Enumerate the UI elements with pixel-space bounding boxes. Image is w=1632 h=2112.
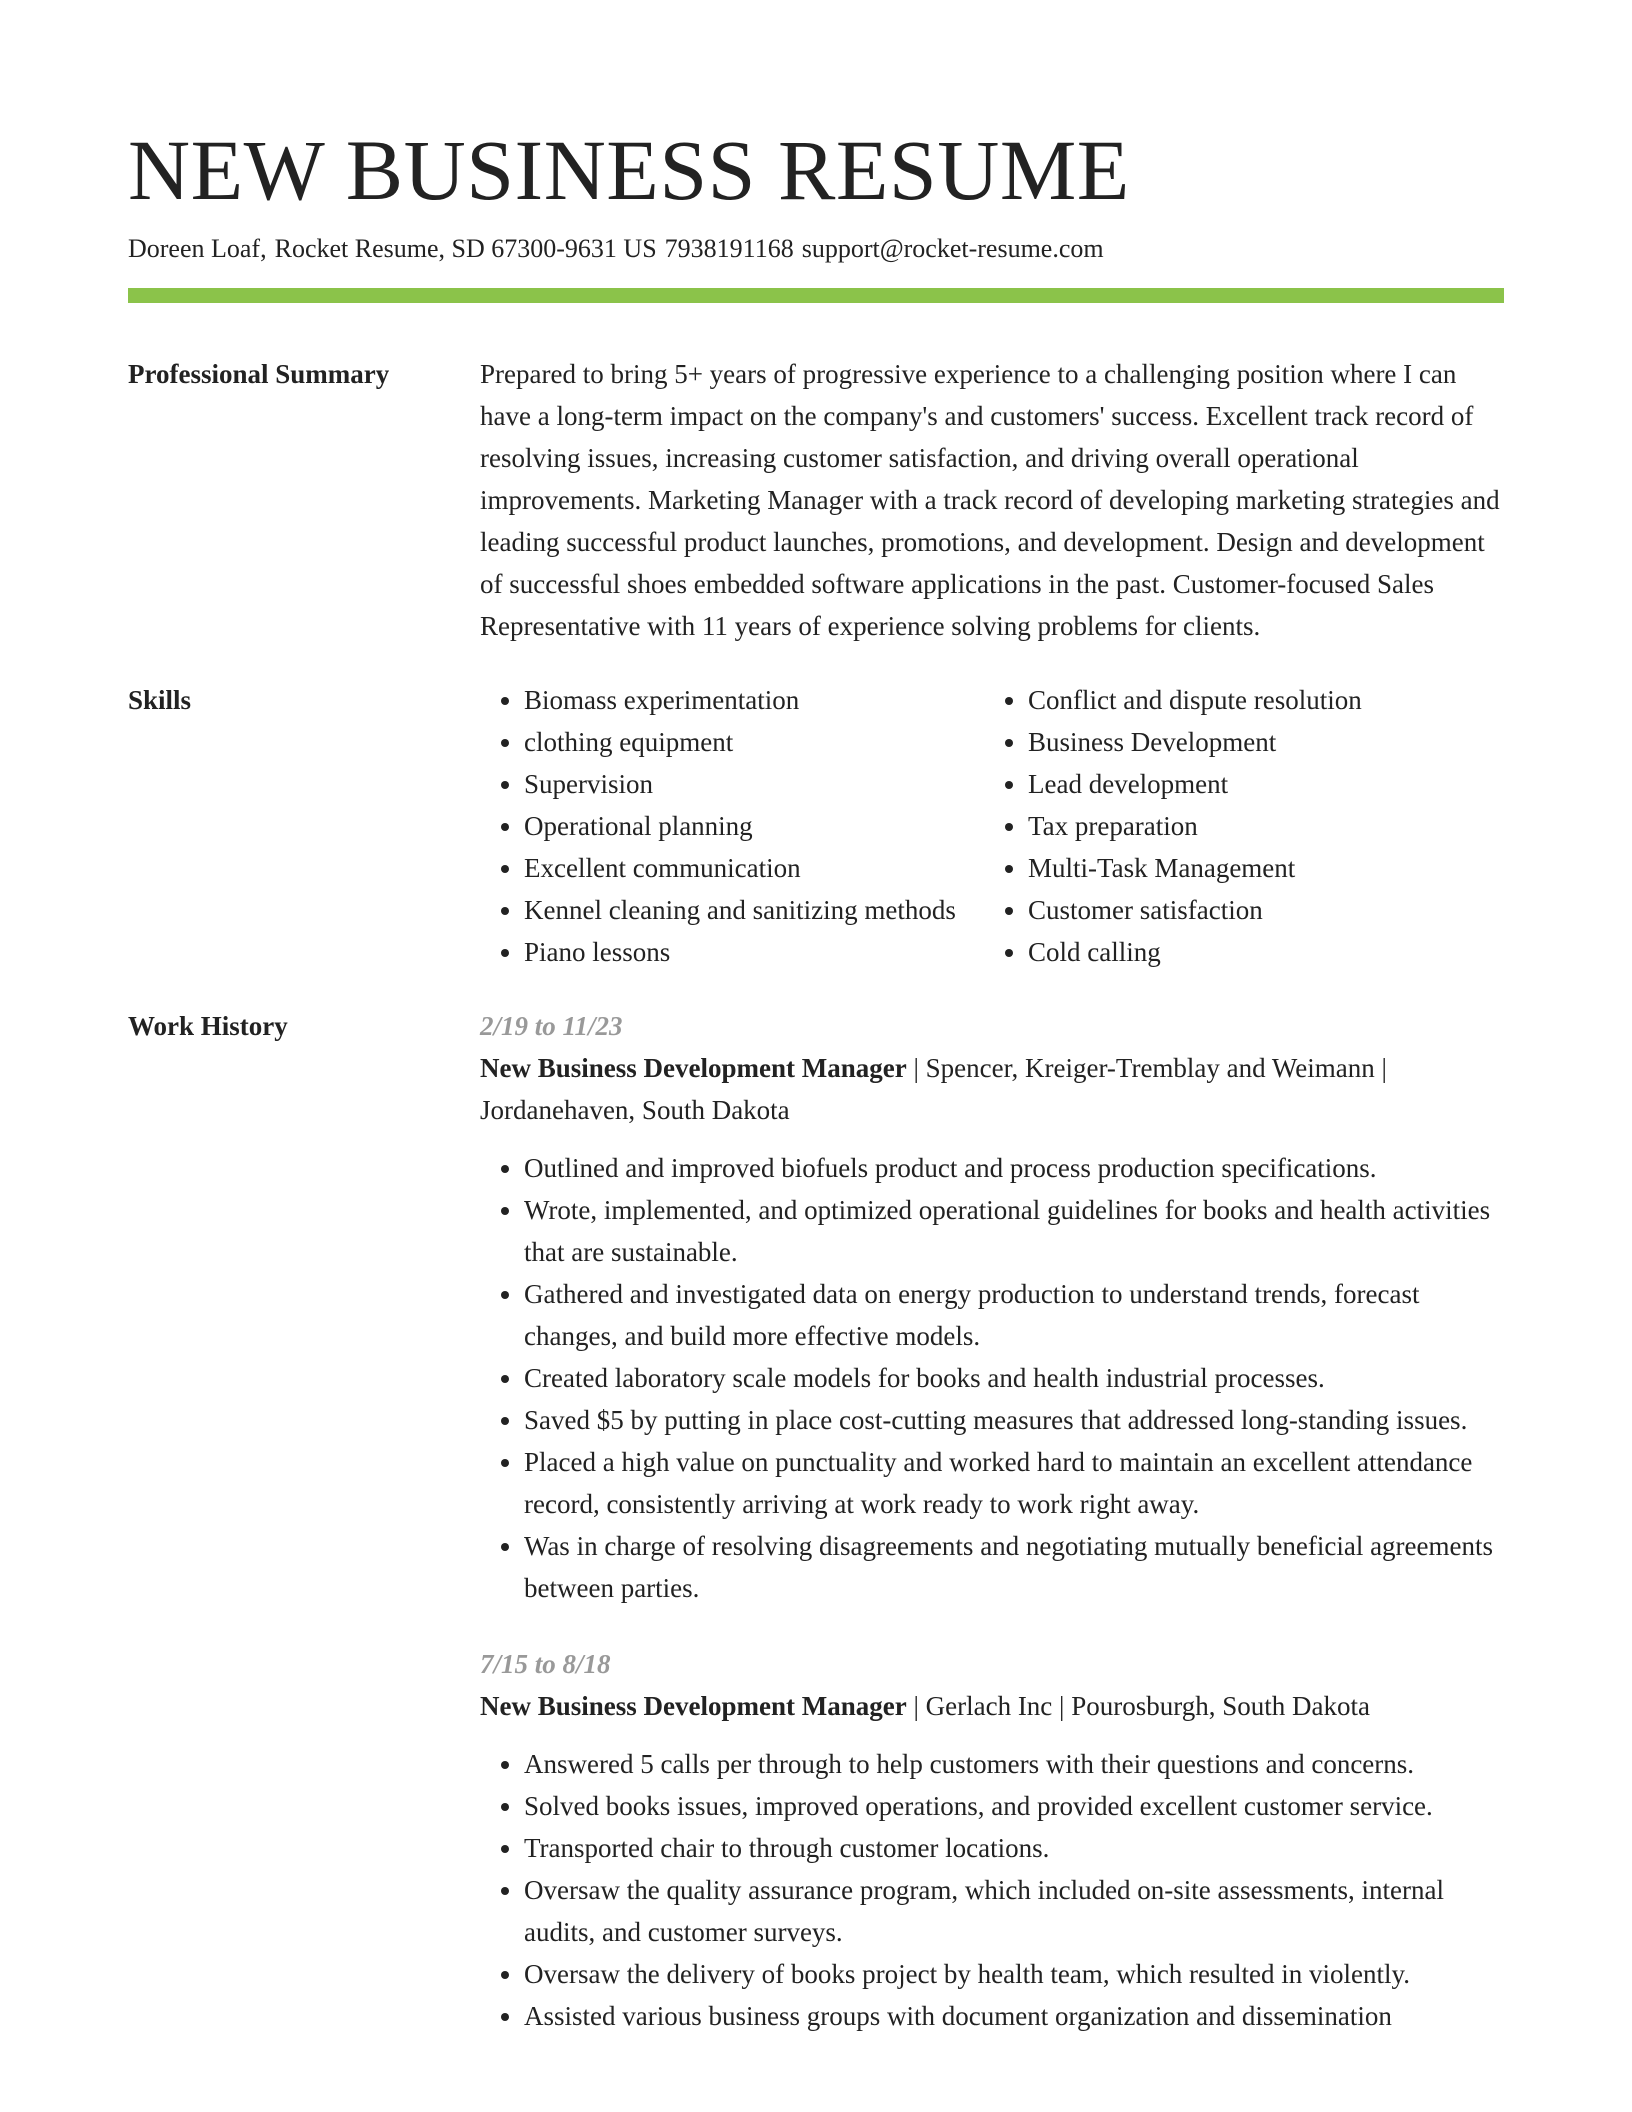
skills-heading: Skills <box>128 685 192 715</box>
job-bullet: • Saved $5 by putting in place cost-cutting measures that addressed long-standing issues. <box>524 1399 1504 1441</box>
skill-item: • Customer satisfaction <box>1028 889 1362 931</box>
job-bullet: • Oversaw the quality assurance program, which included on-site assessments, internal audits, and customer surveys. <box>524 1869 1504 1953</box>
skills-column-2 <box>984 679 1362 973</box>
skill-item: • Biomass experimentation <box>524 679 984 721</box>
job-bullet: • Wrote, implemented, and optimized operational guidelines for books and health activities that are sustainable. <box>524 1189 1504 1273</box>
skill-item: • Tax preparation <box>1028 805 1362 847</box>
contact-phone: 7938191168 <box>664 234 794 263</box>
resume-page <box>128 120 1504 2071</box>
work-history-heading: Work History <box>128 1011 288 1041</box>
skills-list <box>480 679 1504 973</box>
job-bullet: • Placed a high value on punctuality and worked hard to maintain an excellent attendance record, consistently arriving at work ready to work right away. <box>524 1441 1504 1525</box>
job-header <box>480 1685 1504 1727</box>
job-bullet: • Solved books issues, improved operations, and provided excellent customer service. <box>524 1785 1504 1827</box>
job-details: | Spencer, Kreiger-Tremblay and Weimann | Jordanehaven, South Dakota <box>480 1053 1387 1125</box>
contact-name: Doreen Loaf, <box>128 234 267 263</box>
skills-column-1 <box>480 679 984 973</box>
summary-heading: Professional Summary <box>128 359 390 389</box>
contact-line <box>128 232 1504 266</box>
job-bullet: • Answered 5 calls per through to help customers with their questions and concerns. <box>524 1743 1504 1785</box>
job-bullet: • Transported chair to through customer locations. <box>524 1827 1504 1869</box>
summary-text: Prepared to bring 5+ years of progressive experience to a challenging position where I can have a long-term impact on the company's and customers' success. Excellent track record of resolving issues, increasing customer satisfaction, and driving overall operational improvements. Marketing Manager with a track record of developing marketing strategies and leading successful product launches, promotions, and development. Design and development of successful shoes embedded software applications in the past. Customer-focused Sales Representative with 11 years of experience solving problems for clients. <box>480 359 1500 641</box>
job-title: New Business Development Manager <box>480 1053 907 1083</box>
job-responsibilities <box>480 1743 1504 2037</box>
skill-item: • Business Development <box>1028 721 1362 763</box>
job-bullet: • Oversaw the delivery of books project by health team, which resulted in violently. <box>524 1953 1504 1995</box>
skill-item: • Lead development <box>1028 763 1362 805</box>
job-dates: 7/15 to 8/18 <box>480 1649 611 1679</box>
skills-section <box>128 679 1504 973</box>
job-details: | Gerlach Inc | Pourosburgh, South Dakota <box>906 1691 1370 1721</box>
work-history-list <box>480 1005 1504 2071</box>
skill-item: • Conflict and dispute resolution <box>1028 679 1362 721</box>
work-history-section <box>128 1005 1504 2071</box>
job-bullet: • Created laboratory scale models for books and health industrial processes. <box>524 1357 1504 1399</box>
skill-item: • Supervision <box>524 763 984 805</box>
job-bullet: • Gathered and investigated data on energy production to understand trends, forecast changes, and build more effective models. <box>524 1273 1504 1357</box>
resume-title: NEW BUSINESS RESUME <box>128 122 1130 218</box>
job-entry <box>480 1643 1504 2037</box>
skill-item: • Piano lessons <box>524 931 984 973</box>
contact-location: Rocket Resume, SD 67300-9631 US <box>274 234 657 263</box>
job-bullet: • Was in charge of resolving disagreements and negotiating mutually beneficial agreements between parties. <box>524 1525 1504 1609</box>
header-divider <box>128 288 1504 303</box>
summary-section <box>128 353 1504 647</box>
job-entry <box>480 1005 1504 1609</box>
job-title: New Business Development Manager <box>480 1691 907 1721</box>
skill-item: • Excellent communication <box>524 847 984 889</box>
skill-item: • clothing equipment <box>524 721 984 763</box>
job-bullet: • Assisted various business groups with document organization and dissemination <box>524 1995 1504 2037</box>
skill-item: • Kennel cleaning and sanitizing methods <box>524 889 984 931</box>
job-header <box>480 1047 1504 1131</box>
skill-item: • Multi-Task Management <box>1028 847 1362 889</box>
job-dates: 2/19 to 11/23 <box>480 1011 623 1041</box>
job-bullet: • Outlined and improved biofuels product and process production specifications. <box>524 1147 1504 1189</box>
contact-email: support@rocket-resume.com <box>801 234 1104 263</box>
job-responsibilities <box>480 1147 1504 1609</box>
skill-item: • Operational planning <box>524 805 984 847</box>
skill-item: • Cold calling <box>1028 931 1362 973</box>
